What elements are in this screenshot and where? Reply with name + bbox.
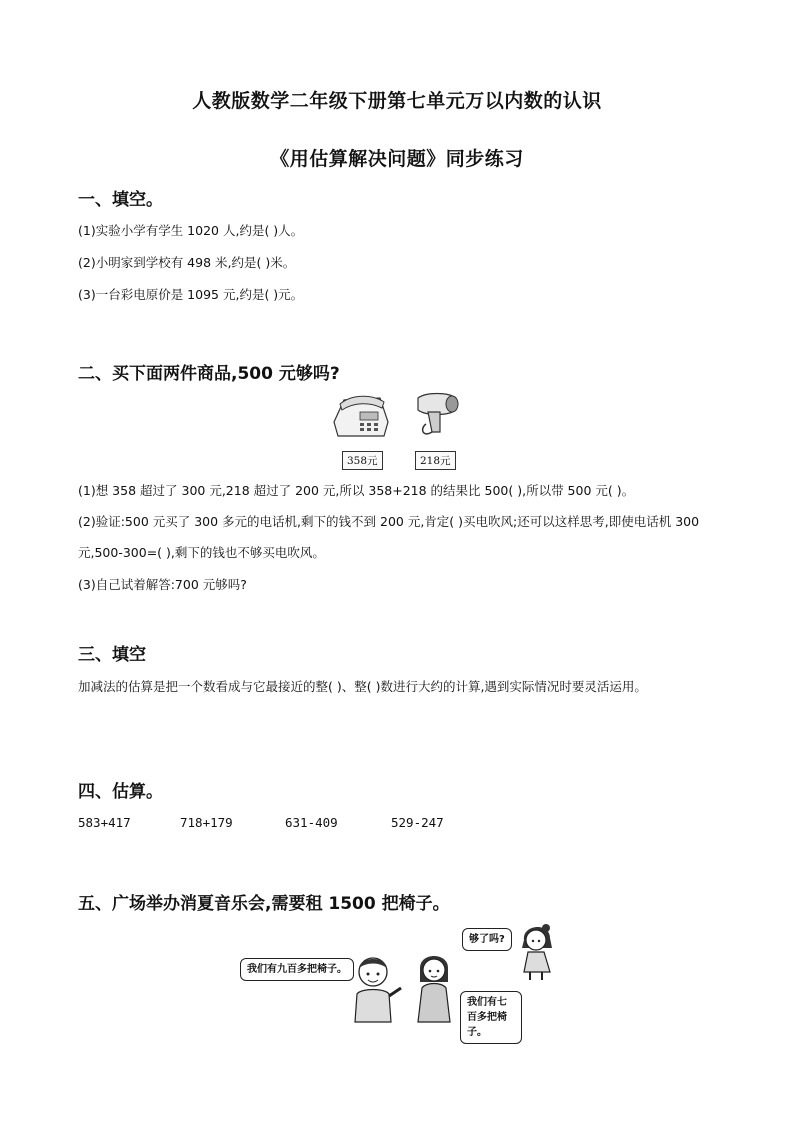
speech-bubble-question: 够了吗? bbox=[462, 928, 512, 951]
speech-bubble-girl: 我们有七百多把椅子。 bbox=[460, 991, 522, 1044]
girl-illustration bbox=[412, 952, 456, 1024]
estimate-expr-4: 529-247 bbox=[391, 815, 444, 830]
sec1-item-3: (3)一台彩电原价是 1095 元,约是( )元。 bbox=[78, 287, 304, 302]
section-3-heading: 三、填空 bbox=[78, 645, 146, 665]
worksheet-subtitle: 《用估算解决问题》同步练习 bbox=[270, 148, 524, 170]
section-1-heading: 一、填空。 bbox=[78, 190, 163, 210]
sec2-question-2: (2)验证:500 元买了 300 多元的电话机,剩下的钱不到 200 元,肯定( )买电吹风;还可以这样思考,即使电话机 300 元,500-300=( ),剩下的钱也不够买电吹风。 bbox=[78, 514, 700, 560]
sec3-text: 加减法的估算是把一个数看成与它最接近的整( )、整( )数进行大约的计算,遇到实际情况时要灵活运用。 bbox=[78, 679, 647, 694]
speech-bubble-boy: 我们有九百多把椅子。 bbox=[240, 958, 354, 981]
hair-dryer-image bbox=[412, 390, 464, 444]
small-girl-illustration bbox=[516, 922, 560, 982]
telephone-image bbox=[330, 392, 392, 442]
estimate-expr-3: 631-409 bbox=[285, 815, 338, 830]
worksheet-title: 人教版数学二年级下册第七单元万以内数的认识 bbox=[192, 90, 602, 112]
section-4-heading: 四、估算。 bbox=[78, 782, 163, 802]
estimate-expr-1: 583+417 bbox=[78, 815, 131, 830]
sec2-question-3: (3)自己试着解答:700 元够吗? bbox=[78, 577, 247, 592]
sec2-question-1: (1)想 358 超过了 300 元,218 超过了 200 元,所以 358+218 的结果比 500( ),所以带 500 元( )。 bbox=[78, 483, 635, 498]
dryer-price-tag: 218元 bbox=[415, 451, 456, 470]
phone-price-tag: 358元 bbox=[342, 451, 383, 470]
sec1-item-1: (1)实验小学有学生 1020 人,约是( )人。 bbox=[78, 223, 304, 238]
estimate-expr-2: 718+179 bbox=[180, 815, 233, 830]
sec1-item-2: (2)小明家到学校有 498 米,约是( )米。 bbox=[78, 255, 296, 270]
section-2-heading: 二、买下面两件商品,500 元够吗? bbox=[78, 364, 340, 384]
boy-illustration bbox=[345, 954, 405, 1024]
section-5-heading: 五、广场举办消夏音乐会,需要租 1500 把椅子。 bbox=[78, 894, 450, 914]
